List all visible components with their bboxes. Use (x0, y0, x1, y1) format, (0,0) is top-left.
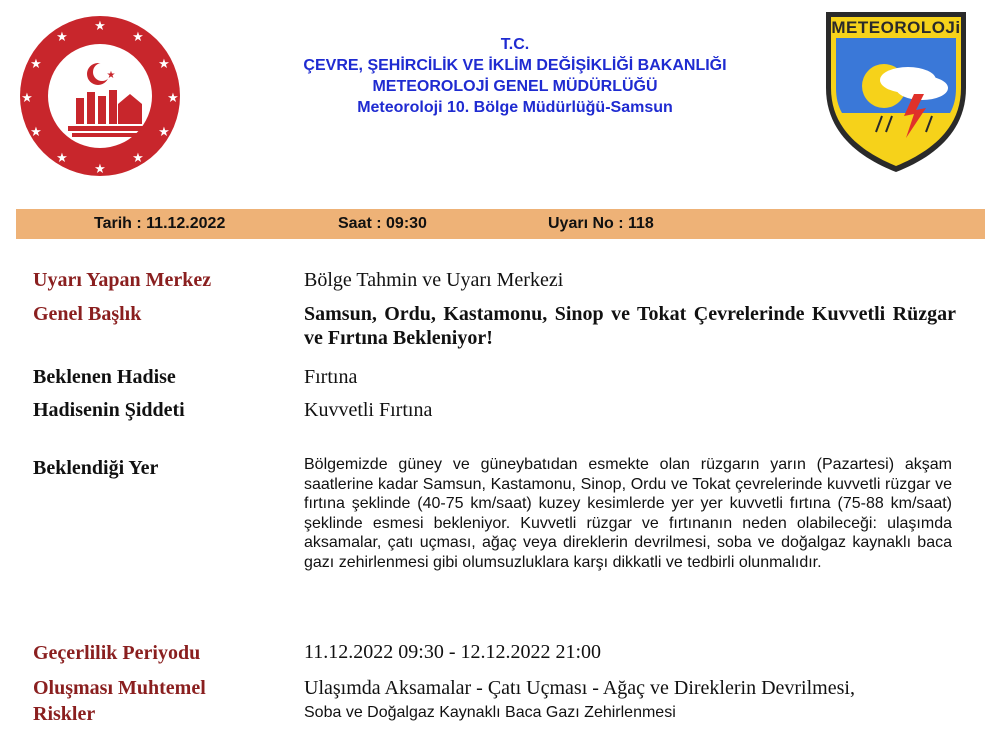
svg-text:★: ★ (132, 30, 144, 45)
title-label: Genel Başlık (33, 303, 142, 325)
svg-text:★: ★ (30, 125, 42, 140)
risks-value-line-1: Ulaşımda Aksamalar - Çatı Uçması - Ağaç ve Direklerin Devrilmesi, (304, 677, 855, 699)
svg-text:★: ★ (56, 151, 68, 166)
center-value: Bölge Tahmin ve Uyarı Merkezi (304, 269, 564, 291)
date-label: Tarih : 11.12.2022 (94, 215, 226, 232)
document-header (220, 34, 810, 118)
svg-text:★: ★ (94, 19, 106, 34)
meteoroloji-logo-text: METEOROLOJi (831, 18, 961, 37)
event-label: Beklenen Hadise (33, 366, 176, 388)
svg-text:★: ★ (56, 30, 68, 45)
header-line-4: Meteoroloji 10. Bölge Müdürlüğü-Samsun (357, 99, 673, 116)
title-value: Samsun, Ordu, Kastamonu, Sinop ve Tokat Çevrelerinde Kuvvetli Rüzgar ve Fırtına Bekleniyor! (304, 303, 956, 349)
svg-text:★: ★ (106, 70, 116, 81)
risks-label-line-2: Riskler (33, 703, 96, 725)
header-line-3: METEOROLOJİ GENEL MÜDÜRLÜĞÜ (372, 78, 658, 95)
event-value: Fırtına (304, 366, 358, 388)
svg-text:★: ★ (158, 57, 170, 72)
svg-text:★: ★ (94, 162, 106, 177)
ministry-emblem-icon (18, 14, 182, 178)
time-label: Saat : 09:30 (338, 215, 427, 232)
svg-text:★: ★ (132, 151, 144, 166)
meteoroloji-shield-icon (822, 8, 970, 174)
svg-text:★: ★ (30, 57, 42, 72)
header-line-2: ÇEVRE, ŞEHİRCİLİK VE İKLİM DEĞİŞİKLİĞİ BAKANLIĞI (303, 57, 727, 74)
warning-number-label: Uyarı No : 118 (548, 215, 654, 232)
header-line-1: T.C. (500, 36, 530, 53)
validity-value: 11.12.2022 09:30 - 12.12.2022 21:00 (304, 641, 602, 663)
severity-label: Hadisenin Şiddeti (33, 399, 185, 421)
center-label: Uyarı Yapan Merkez (33, 269, 212, 291)
info-bar (16, 209, 985, 239)
svg-text:★: ★ (158, 125, 170, 140)
validity-label: Geçerlilik Periyodu (33, 642, 201, 664)
svg-text:★: ★ (21, 91, 33, 106)
svg-text:★: ★ (167, 91, 179, 106)
location-value: Bölgemizde güney ve güneybatıdan esmekte olan rüzgarın yarın (Pazartesi) akşam saatlerine kadar Samsun, Kastamonu, Sinop, Ordu ve Tokat çevrelerinde kuvvetli rüzgar ve fırtına şeklinde (40-75 km/saat) kuzey kesimlerde yer yer kuvvetli fırtına (75-88 km/saat) şeklinde esmesi bekleniyor. Kuvvetli rüzgar ve fırtınanın neden olabileceği: ulaşımda aksamalar, çatı uçması, ağaç veya direklerin devrilmesi, soba ve doğalgaz kaynaklı baca gazı zehirlenmesi gibi olumsuzluklara karşı dikkatli ve tedbirli olunmalıdır. (304, 456, 952, 571)
location-label: Beklendiği Yer (33, 457, 159, 479)
severity-value: Kuvvetli Fırtına (304, 399, 433, 421)
risks-value-line-2: Soba ve Doğalgaz Kaynaklı Baca Gazı Zehirlenmesi (304, 704, 676, 721)
risks-label-line-1: Oluşması Muhtemel (33, 677, 206, 699)
